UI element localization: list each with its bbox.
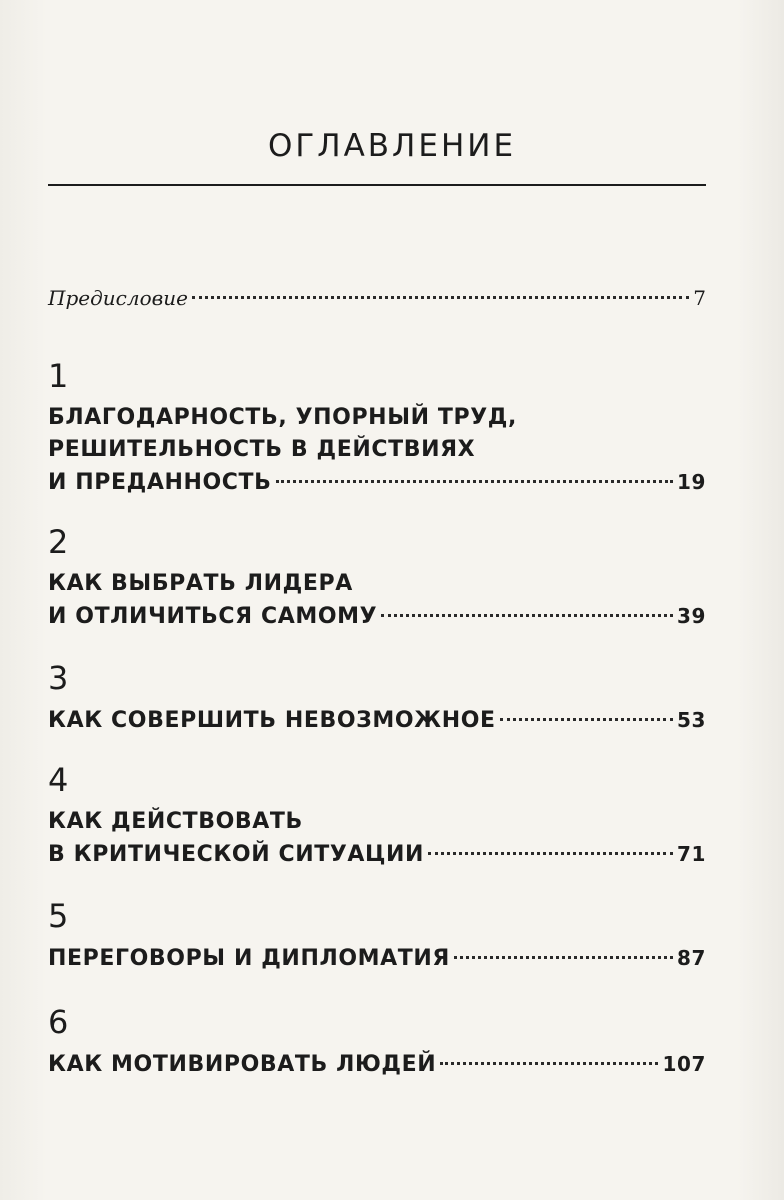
chapter-title-line: КАК МОТИВИРОВАТЬ ЛЮДЕЙ	[48, 1052, 437, 1077]
chapter-title-line: ПЕРЕГОВОРЫ И ДИПЛОМАТИЯ	[48, 946, 450, 971]
chapter-title-last-line	[48, 838, 706, 871]
title-divider	[48, 184, 706, 186]
chapter-title-line: РЕШИТЕЛЬНОСТЬ В ДЕЙСТВИЯХ	[48, 437, 476, 462]
chapter-title-line: И ПРЕДАННОСТЬ	[48, 470, 272, 495]
chapter-number: 6	[48, 1003, 69, 1041]
toc-entry-chapter-1[interactable]	[48, 358, 706, 499]
chapter-page-number: 107	[662, 1052, 706, 1076]
dot-leader	[500, 718, 673, 721]
chapter-number: 2	[48, 523, 69, 561]
chapter-page-number: 19	[676, 470, 706, 494]
chapter-page-number: 71	[676, 842, 706, 866]
preface-page-number: 7	[693, 286, 706, 310]
toc-entry-chapter-2[interactable]	[48, 524, 706, 633]
dot-leader	[440, 1062, 658, 1065]
chapter-title-last-line	[48, 600, 706, 633]
toc-entry-chapter-5[interactable]	[48, 898, 706, 975]
chapter-title-last-line	[48, 466, 706, 499]
dot-leader	[454, 956, 673, 959]
chapter-title-line: КАК ДЕЙСТВОВАТЬ	[48, 809, 303, 834]
chapter-title-line: БЛАГОДАРНОСТЬ, УПОРНЫЙ ТРУД,	[48, 405, 517, 430]
chapter-title-line: В КРИТИЧЕСКОЙ СИТУАЦИИ	[48, 842, 425, 867]
chapter-title-last-line	[48, 942, 706, 975]
chapter-page-number: 39	[676, 604, 706, 628]
chapter-title-line: КАК ВЫБРАТЬ ЛИДЕРА	[48, 571, 353, 596]
toc-title: ОГЛАВЛЕНИЕ	[267, 128, 517, 164]
chapter-number: 1	[48, 357, 69, 395]
chapter-number: 4	[48, 761, 69, 799]
toc-entry-chapter-4[interactable]	[48, 762, 706, 871]
chapter-title-line: И ОТЛИЧИТЬСЯ САМОМУ	[48, 604, 378, 629]
preface-label: Предисловие	[48, 286, 188, 310]
dot-leader	[192, 296, 689, 299]
dot-leader	[276, 480, 673, 483]
chapter-page-number: 87	[676, 946, 706, 970]
chapter-page-number: 53	[676, 708, 706, 732]
chapter-number: 3	[48, 659, 69, 697]
toc-entry-chapter-3[interactable]	[48, 660, 706, 737]
chapter-title-line: КАК СОВЕРШИТЬ НЕВОЗМОЖНОЕ	[48, 708, 496, 733]
dot-leader	[428, 852, 673, 855]
toc-entry-preface[interactable]	[48, 286, 706, 310]
chapter-title-last-line	[48, 1048, 706, 1081]
toc-entry-chapter-6[interactable]	[48, 1004, 706, 1081]
chapter-title-last-line	[48, 704, 706, 737]
chapter-number: 5	[48, 897, 69, 935]
dot-leader	[381, 614, 673, 617]
